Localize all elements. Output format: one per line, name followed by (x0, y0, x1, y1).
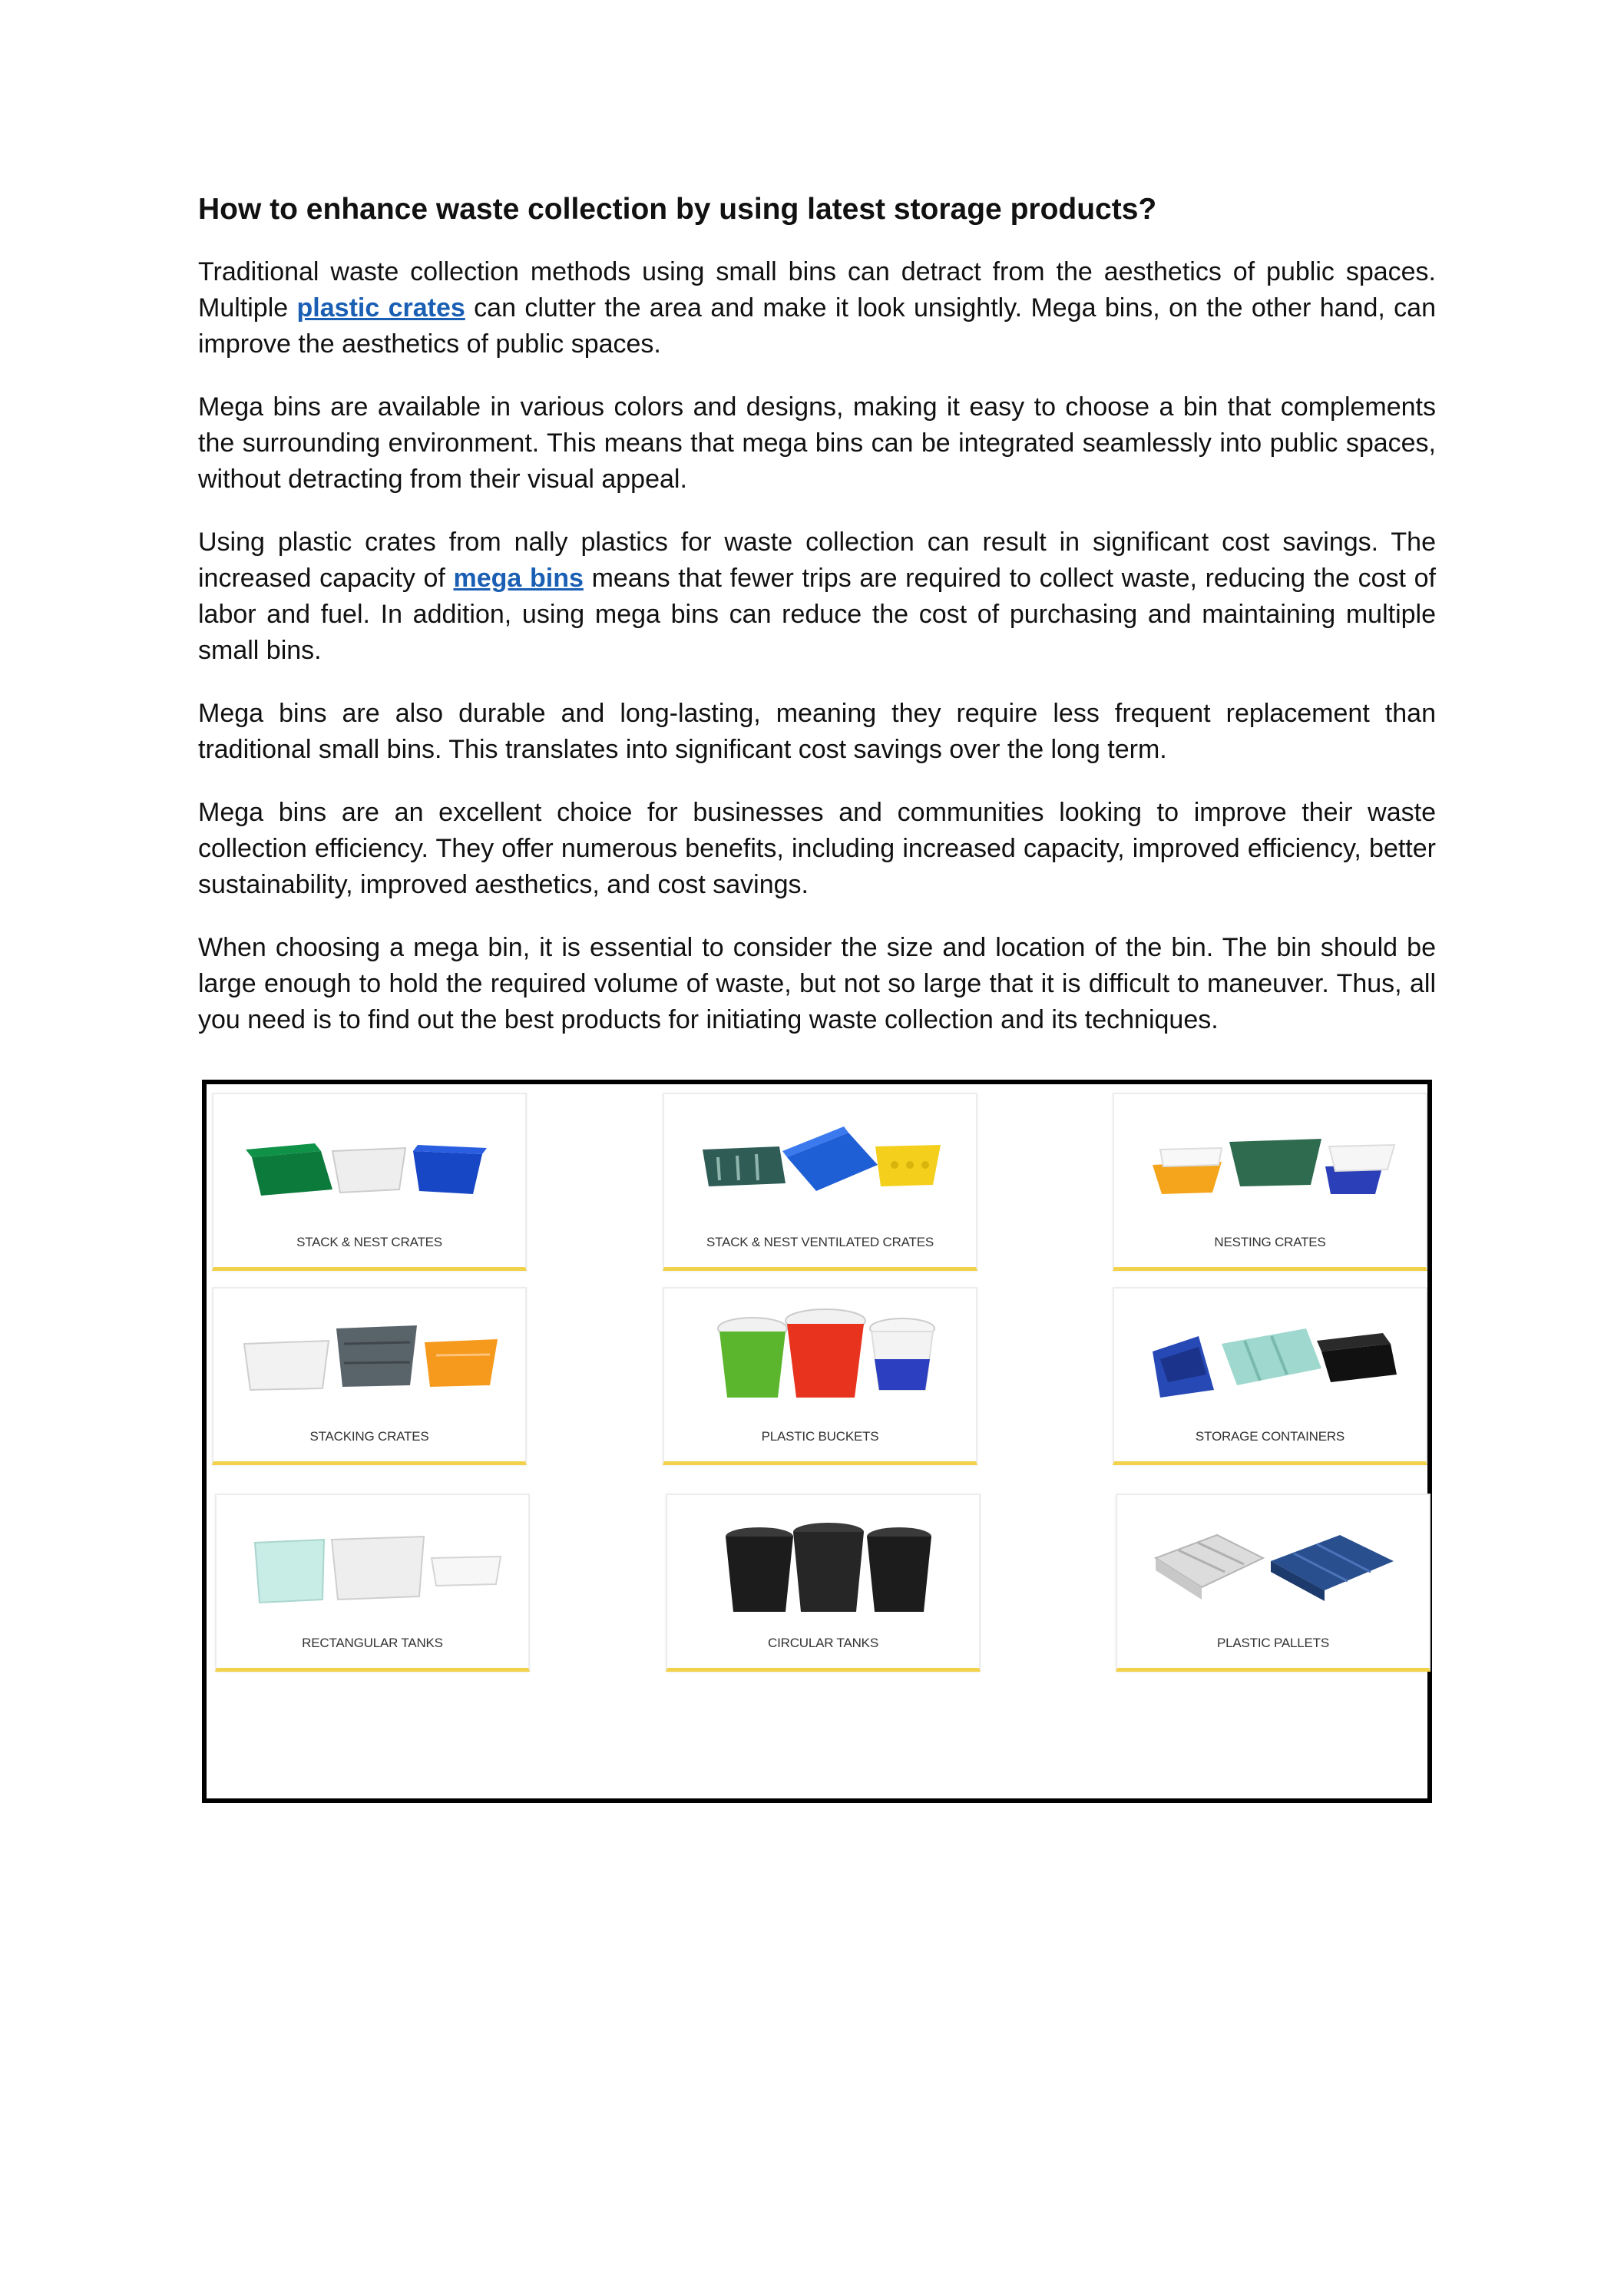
product-label: CIRCULAR TANKS (768, 1636, 878, 1650)
paragraph-6: When choosing a mega bin, it is essential to consider the size and location of the bin. The bin should be large enough to hold the required volume of waste, but not so large that it is difficult to maneuver. Thus, all you need is to find out the best products for initiating waste collection and its techniques. (198, 932, 1436, 1034)
product-card-circular-tanks[interactable] (666, 1494, 981, 1672)
article-title: How to enhance waste collection by using latest storage products? (198, 193, 1157, 226)
product-label: STACK & NEST VENTILATED CRATES (706, 1235, 934, 1249)
product-card-stacking-crates[interactable] (212, 1287, 527, 1465)
product-label: PLASTIC BUCKETS (761, 1429, 879, 1444)
paragraph-3-text-a: Using plastic crates from nally plastics for waste collection can result in significant cost savings. The increased capacity of (198, 527, 1436, 593)
mega-bins-link[interactable]: mega bins (453, 563, 584, 593)
paragraph-5: Mega bins are an excellent choice for businesses and communities looking to improve their waste collection efficiency. They offer numerous benefits, including increased capacity, improved efficiency, better sustainability, improved aesthetics, and cost savings. (198, 797, 1436, 899)
paragraph-2: Mega bins are available in various colors and designs, making it easy to choose a bin that complements the surrounding environment. This means that mega bins can be integrated seamlessly into public spaces, without detracting from their visual appeal. (198, 392, 1436, 494)
paragraph-1-text-b: can clutter the area and make it look unsightly. Mega bins, on the other hand, can improve the aesthetics of public spaces. (198, 293, 1436, 359)
paragraph-1 (198, 254, 1436, 362)
product-label: STACKING CRATES (309, 1429, 429, 1444)
product-label: STORAGE CONTAINERS (1195, 1429, 1345, 1444)
product-label: PLASTIC PALLETS (1217, 1636, 1329, 1650)
product-label: NESTING CRATES (1214, 1235, 1326, 1249)
paragraph-4: Mega bins are also durable and long-lasting, meaning they require less frequent replacement than traditional small bins. This translates into significant cost savings over the long term. (198, 698, 1436, 764)
paragraph-3 (198, 524, 1436, 669)
product-label: STACK & NEST CRATES (296, 1235, 442, 1249)
crates-icon (229, 1103, 513, 1219)
product-card-storage-containers[interactable] (1113, 1287, 1427, 1465)
product-grid-figure (202, 1080, 1432, 1803)
paragraph-1-text-a: Traditional waste collection methods using small bins can detract from the aesthetics of public spaces. Multiple (198, 256, 1436, 323)
circular-tank-icon (683, 1504, 967, 1619)
nesting-crates-icon (1130, 1103, 1414, 1219)
paragraph-3-text-b: means that fewer trips are required to collect waste, reducing the cost of labor and fuel. In addition, using mega bins can reduce the cost of purchasing and maintaining multiple small bins. (198, 563, 1436, 665)
product-card-rectangular-tanks[interactable] (215, 1494, 530, 1672)
stacking-crates-icon (229, 1298, 513, 1413)
ventilated-crates-icon (680, 1103, 964, 1219)
bucket-icon (680, 1298, 964, 1413)
product-card-stack-nest-crates[interactable] (212, 1093, 527, 1271)
product-card-plastic-buckets[interactable] (663, 1287, 977, 1465)
article (198, 192, 1436, 1065)
plastic-crates-link[interactable]: plastic crates (296, 293, 465, 323)
product-card-plastic-pallets[interactable] (1116, 1494, 1431, 1672)
product-card-ventilated-crates[interactable] (663, 1093, 977, 1271)
product-label: RECTANGULAR TANKS (302, 1636, 443, 1650)
rectangular-tank-icon (232, 1504, 516, 1619)
storage-bin-icon (1130, 1298, 1414, 1413)
pallet-icon (1133, 1504, 1417, 1619)
product-card-nesting-crates[interactable] (1113, 1093, 1427, 1271)
